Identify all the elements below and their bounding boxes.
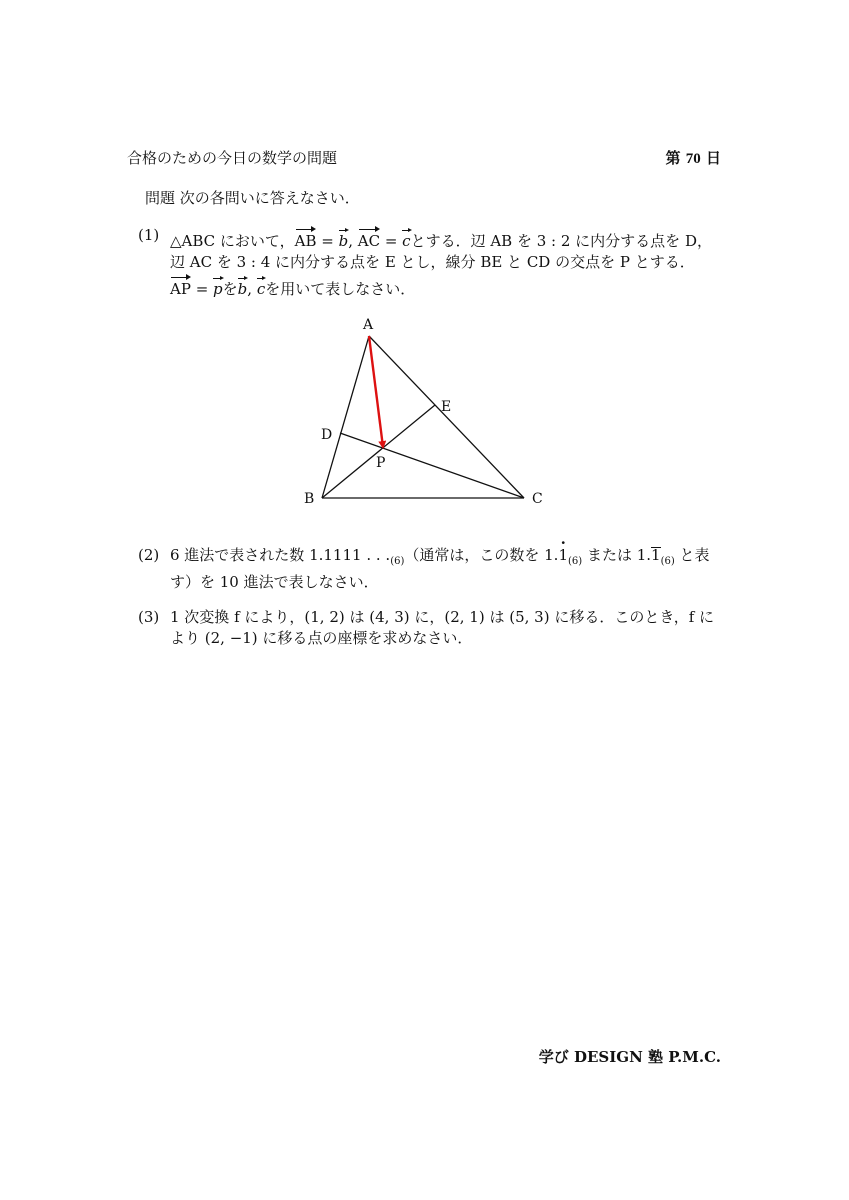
- label-c: C: [532, 491, 543, 507]
- label-a: A: [363, 317, 374, 333]
- equals: =: [190, 280, 214, 298]
- vector-ab: AB: [295, 225, 317, 252]
- problem-intro: 問題 次の各問いに答えなさい．: [145, 189, 360, 207]
- vector-c: c: [257, 275, 265, 300]
- problem-number: (2): [138, 546, 160, 564]
- base-subscript: (6): [390, 556, 405, 567]
- day-number: 70: [685, 151, 701, 167]
- problem-text: または 1.: [582, 546, 652, 564]
- vector-b: b: [339, 227, 349, 252]
- problem-1: [138, 225, 723, 300]
- footer-brand: 学び DESIGN 塾 P.M.C.: [538, 1048, 721, 1066]
- base-subscript: (6): [660, 556, 675, 567]
- repeating-digit-bar: 1: [651, 546, 661, 564]
- problem-body: [170, 225, 723, 300]
- base-subscript: (6): [568, 556, 583, 567]
- equals: =: [380, 232, 403, 250]
- side-ab: [322, 336, 369, 498]
- vector-p: p: [213, 275, 223, 300]
- triangle-figure: [290, 310, 560, 520]
- comma: ,: [348, 232, 358, 250]
- problem-number: (1): [138, 226, 160, 244]
- vector-ap: AP: [170, 273, 191, 300]
- label-e: E: [441, 399, 452, 415]
- repeating-digit-dot: · 1: [558, 545, 568, 566]
- problem-2: [138, 545, 723, 593]
- label-p: P: [376, 455, 386, 471]
- problem-text: 6 進法で表された数 1.1111 . . .: [170, 546, 391, 564]
- problem-body: [170, 545, 723, 593]
- problem-text: （通常は，この数を 1.: [404, 546, 559, 564]
- problem-text: △ABC において，: [170, 232, 295, 250]
- vector-ap-arrow: [369, 336, 383, 447]
- problem-3: [138, 607, 723, 649]
- equals: =: [316, 232, 339, 250]
- problem-text: を用いて表しなさい．: [265, 280, 416, 298]
- comma: ,: [247, 280, 257, 298]
- side-ca: [369, 336, 524, 498]
- day-label: [666, 147, 722, 168]
- problem-text: を: [222, 280, 238, 298]
- label-b: B: [304, 491, 315, 507]
- day-suffix: 日: [705, 149, 721, 167]
- label-d: D: [321, 427, 333, 443]
- day-prefix: 第: [665, 149, 681, 167]
- page-title: 合格のための今日の数学の問題: [127, 149, 338, 167]
- vector-b: b: [238, 275, 248, 300]
- segment-cd: [340, 433, 524, 498]
- vector-c: c: [402, 227, 410, 252]
- problem-text: とする．辺 AB を 3 : 2 に内分する点を D，辺 AC を 3 : 4 に内分する点を E とし，線分 BE と CD の交点を P とする．: [170, 232, 712, 271]
- vector-ac: AC: [358, 225, 380, 252]
- problem-number: (3): [138, 608, 160, 626]
- problem-body: 1 次変換 f により，(1, 2) は (4, 3) に，(2, 1) は (5, 3) に移る．このとき，f により (2, −1) に移る点の座標を求めなさい．: [170, 608, 715, 647]
- problem-text: と表す）を 10 進法で表しなさい．: [170, 546, 710, 591]
